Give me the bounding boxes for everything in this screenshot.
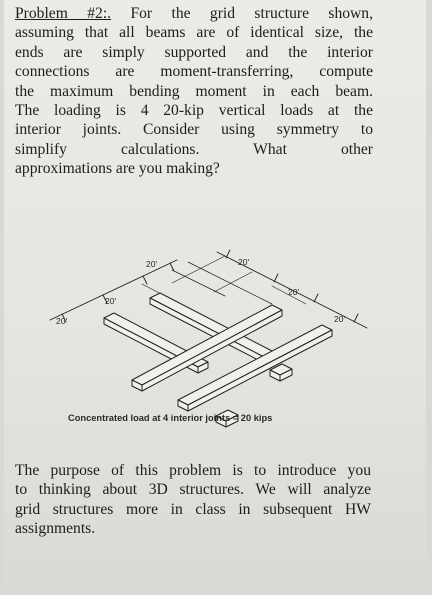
problem-line-8: simplify calculations. What other — [15, 140, 373, 158]
purpose-line-2: to thinking about 3D structures. We will analyze — [15, 481, 371, 499]
purpose-line-4: assignments. — [15, 520, 96, 538]
grid-structure-figure — [42, 240, 382, 440]
dimension-label-right-2: 20' — [288, 287, 300, 297]
problem-statement — [15, 4, 373, 179]
problem-line-7: interior joints. Consider using symmetry to — [15, 121, 373, 139]
dimension-line-left — [50, 260, 177, 320]
problem-line-6: The loading is 4 20-kip vertical loads at the — [15, 102, 373, 120]
dimension-label-left-3: 20' — [146, 259, 158, 269]
problem-line-9: approximations are you making? — [15, 160, 220, 178]
purpose-line-3: grid structures more in class in subsequent HW — [15, 500, 371, 518]
dimension-label-left-2: 20' — [105, 296, 117, 306]
problem-line-1: Problem #2:. For the grid structure shown, — [15, 5, 373, 22]
dimension-label-left-1: 20' — [56, 316, 68, 326]
dimension-label-right-3: 20' — [334, 314, 346, 324]
purpose-paragraph — [15, 461, 371, 539]
problem-line-2: assuming that all beams are of identical size, the — [15, 24, 373, 42]
problem-line-5: the maximum bending moment in each beam. — [15, 82, 373, 100]
problem-line-4: connections are moment-transferring, compute — [15, 63, 373, 81]
problem-label: Problem #2:. — [15, 5, 112, 22]
purpose-line-1: The purpose of this problem is to introduce you — [15, 462, 371, 479]
problem-line-3: ends are simply supported and the interior — [15, 43, 373, 61]
figure-caption: Concentrated load at 4 interior joints = 20 kips — [68, 413, 273, 423]
dimension-label-right-1: 20' — [238, 257, 250, 267]
document-page — [4, 0, 426, 595]
